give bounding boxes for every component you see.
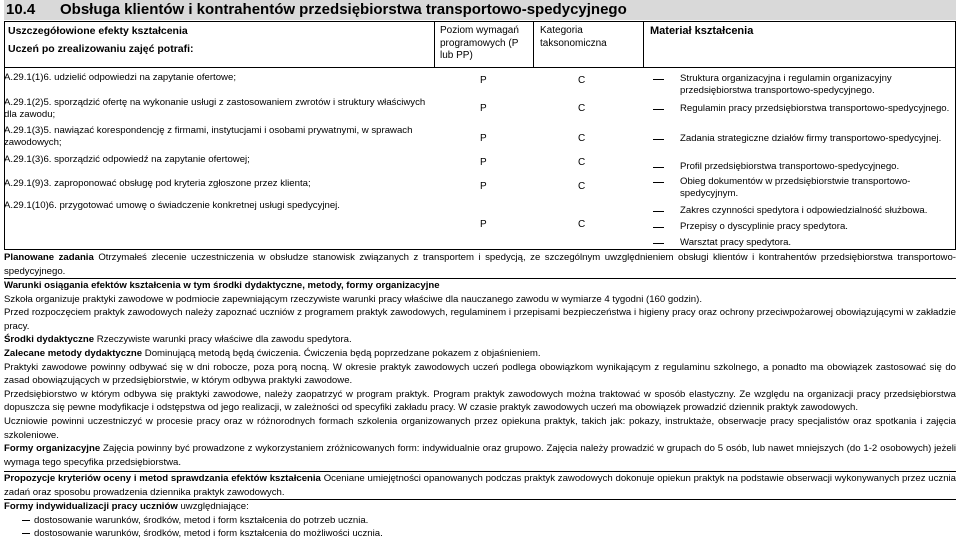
evaluation-block — [4, 472, 956, 499]
level-6: P — [480, 219, 487, 230]
category-3: C — [578, 133, 586, 144]
means-label: Środki dydaktyczne — [4, 334, 95, 346]
effect-6: A.29.1(10)6. przygotować umowę o świadczenie konkretnej usługi spedycyjnej. — [4, 200, 340, 211]
material-item — [680, 205, 956, 217]
conditions-p1: Szkoła organizuje praktyki zawodowe w podmiocie zapewniającym rzeczywiste warunki pracy właściwe dla nauczanego zawodu w wymiarze 4 tygodni (160 godzin). — [4, 293, 703, 305]
header-bottom-border — [4, 67, 956, 68]
individualization-label: Formy indywidualizacji pracy uczniów — [4, 501, 178, 512]
table-top-border — [4, 21, 956, 22]
header-effects-line1: Uszczegółowione efekty kształcenia — [8, 25, 188, 37]
dash-marker — [653, 139, 664, 140]
level-5: P — [480, 181, 487, 192]
material-item — [680, 176, 956, 200]
planned-tasks-text: Otrzymałeś zlecenie uczestniczenia w obsłudze stanowisk związanych z transportem i spedycją, ze szczególnym uwzględnieniem obsługi klientów i kontrahentów przedsiębiorstwa transportowo-spedycyjnego. — [4, 252, 956, 277]
planned-tasks-label: Planowane zadania — [4, 252, 94, 263]
material-item — [680, 237, 956, 249]
section-title — [4, 0, 956, 20]
dash-marker — [653, 109, 664, 110]
evaluation-label: Propozycje kryteriów oceny i metod sprawdzania efektów kształcenia — [4, 473, 321, 484]
dash-marker — [653, 79, 664, 80]
individualization-item — [4, 514, 956, 528]
level-4: P — [480, 157, 487, 168]
material-item — [680, 133, 956, 145]
material-text: Regulamin pracy przedsiębiorstwa transportowo-spedycyjnego. — [680, 103, 950, 114]
conditions-p5: Uczniowie powinni uczestniczyć w procesie pracy oraz w różnorodnych formach szkolenia organizowanych przez opiekuna praktyk, takich jak: pokazy, instruktaże, obserwacje pracy specjalistów oraz spotkania i zajęcia szkoleniowe. — [4, 415, 956, 441]
effect-1: A.29.1(1)6. udzielić odpowiedzi na zapytanie ofertowe; — [4, 72, 236, 83]
forms-label: Formy organizacyjne — [4, 443, 101, 455]
individualization-suffix: uwzględniające: — [180, 501, 249, 512]
category-4: C — [578, 157, 586, 168]
category-5: C — [578, 181, 586, 192]
header-effects-line2: Uczeń po zrealizowaniu zajęć potrafi: — [8, 43, 194, 55]
means-text: Rzeczywiste warunki pracy właściwe dla zawodu spedytora. — [96, 334, 352, 346]
category-2: C — [578, 103, 586, 114]
conditions-p4: Przedsiębiorstwo w którym odbywa się praktyki zawodowe, należy zaopatrzyć w program praktyk. Program praktyk zawodowych można traktować w sposób elastyczny. Ze względu na organizacji pracy przedsiębiorstwa dopuszcza się pewne modyfikacje i odstępstwa od jego realizacji, w zależności od specyfiki zakładu pracy. W czasie praktyk zawodowych uczeń ma obowiązek prowadzić dziennik praktyk zawodowych. — [4, 388, 956, 414]
effect-4: A.29.1(3)6. sporządzić odpowiedź na zapytanie ofertowej; — [4, 154, 250, 165]
individualization-item-text: dostosowanie warunków, środków, metod i form kształcenia do możliwości ucznia. — [34, 528, 383, 540]
material-text: Profil przedsiębiorstwa transportowo-spedycyjnego. — [680, 161, 900, 172]
dash-marker — [653, 227, 664, 228]
col-divider-1 — [434, 21, 435, 67]
material-text: Obieg dokumentów w przedsiębiorstwie transportowo-spedycyjnym. — [680, 176, 911, 200]
individualization-item-text: dostosowanie warunków, środków, metod i form kształcenia do potrzeb ucznia. — [34, 514, 369, 526]
dash-marker — [653, 243, 664, 244]
individualization-block — [4, 500, 956, 541]
level-3: P — [480, 133, 487, 144]
section-title-text: Obsługa klientów i kontrahentów przedsiębiorstwa transportowo-spedycyjnego — [60, 1, 627, 18]
header-category: Kategoria taksonomiczna — [540, 25, 607, 49]
methods-text: Dominującą metodą będą ćwiczenia. Ćwiczenia będą poprzedzane pokazem z objaśnieniem. — [144, 347, 541, 359]
dash-marker — [653, 211, 664, 212]
category-6: C — [578, 219, 586, 230]
conditions-p3: Praktyki zawodowe powinny odbywać się w dni robocze, poza porą nocną. W okresie praktyk zawodowych uczeń podlega obowiązkom wynikającym z regulaminu szkolnego, a ponadto ma obowiązek zastosować się do zasad obowiązujących w przedsiębiorstwie, w którym odbywa praktyki zawodowe. — [4, 361, 956, 387]
individualization-item — [4, 527, 956, 541]
dash-marker — [22, 520, 30, 521]
header-material: Materiał kształcenia — [650, 25, 754, 37]
col-divider-3 — [643, 21, 644, 67]
category-1: C — [578, 75, 586, 86]
conditions-heading: Warunki osiągania efektów kształcenia w tym środki dydaktyczne, metody, formy organizacyjne — [4, 280, 440, 291]
material-text: Zakres czynności spedytora i odpowiedzialność służbowa. — [680, 205, 928, 216]
evaluation-text: Oceniane umiejętności opanowanych podczas praktyk zawodowych dokonuje opiekun praktyk na podstawie obserwacji wykonywanych przez ucznia zadań oraz sposobu prowadzenia dziennika praktyk zawodowych. — [4, 473, 957, 498]
dash-marker — [22, 533, 30, 534]
material-text: Struktura organizacyjna i regulamin organizacyjny przedsiębiorstwa transportowo-spedycyjnego. — [680, 73, 892, 97]
forms-text: Zajęcia powinny być prowadzone z wykorzystaniem zróżnicowanych form: indywidualnie oraz grupowo. Zajęcia należy prowadzić w grupach do 5 osób, lub nawet mniejszych (do 1-2 osobowych) jeżeli wymaga tego specyfika przedsiębiorstwa. — [4, 443, 956, 468]
planned-tasks — [4, 251, 956, 278]
dash-marker — [653, 167, 664, 168]
material-item — [680, 73, 956, 97]
effect-2: A.29.1(2)5. sporządzić ofertę na wykonanie usługi z zastosowaniem zwrotów i struktury właściwych dla zawodu; — [4, 97, 426, 120]
header-level: Poziom wymagań programowych (P lub PP) — [440, 25, 519, 61]
col-divider-2 — [533, 21, 534, 67]
effect-5: A.29.1(9)3. zaproponować obsługę pod kryteria zgłoszone przez klienta; — [4, 178, 311, 189]
methods-label: Zalecane metody dydaktyczne — [4, 347, 143, 359]
header-effects — [8, 25, 428, 56]
material-item — [680, 221, 956, 233]
material-item — [680, 103, 956, 115]
dash-marker — [653, 182, 664, 183]
conditions-p2: Przed rozpoczęciem praktyk zawodowych należy zapoznać uczniów z programem praktyk zawodowych, regulaminem i przepisami bezpieczeństwa i higieny pracy oraz ochrony przeciwpożarowej obowiązującymi w zakładzie pracy. — [4, 307, 956, 332]
material-item — [680, 161, 956, 173]
level-2: P — [480, 103, 487, 114]
material-text: Warsztat pracy spedytora. — [680, 237, 792, 248]
conditions-block — [4, 279, 956, 469]
level-1: P — [480, 75, 487, 86]
effect-3: A.29.1(3)5. nawiązać korespondencję z firmami, instytucjami i osobami prywatnymi, w sprawach zawodowych; — [4, 125, 413, 148]
material-text: Zadania strategiczne działów firmy transportowo-spedycyjnej. — [680, 133, 942, 144]
material-text: Przepisy o dyscyplinie pracy spedytora. — [680, 221, 848, 232]
section-number: 10.4 — [6, 1, 36, 18]
